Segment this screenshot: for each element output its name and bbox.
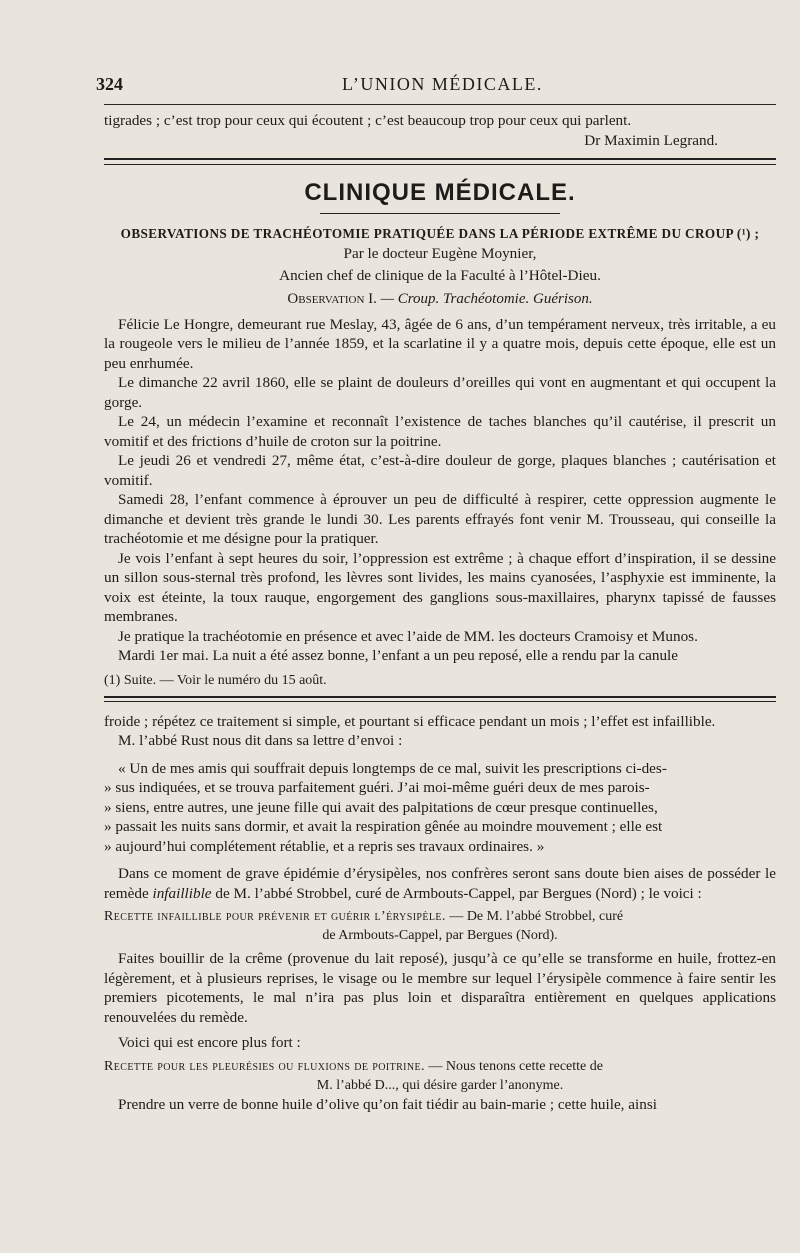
footnote: (1) Suite. — Voir le numéro du 15 août. xyxy=(104,672,327,688)
column-break-rule xyxy=(104,696,776,702)
case-paragraph: Le dimanche 22 avril 1860, elle se plaint de douleurs d’oreilles qui vont en augmentant et qui occupent la gorge. xyxy=(104,374,776,411)
header-rule xyxy=(104,104,776,105)
recipe-subline: de Armbouts-Cappel, par Bergues (Nord). xyxy=(322,928,558,943)
case-paragraph: Le jeudi 26 et vendredi 27, même état, c’est-à-dire douleur de gorge, plaques blanches ; cautérisation et vomitif. xyxy=(104,452,776,489)
case-paragraph: Félicie Le Hongre, demeurant rue Meslay, 43, âgée de 6 ans, d’un tempérament nerveux, très irritable, a eu la rougeole vers le milieu de l’année 1859, et la scarlatine il y a quatre mois, depuis cette époque, elle est un peu enrhumée. xyxy=(104,315,776,372)
case-paragraph: Samedi 28, l’enfant commence à éprouver un peu de difficulté à respirer, cette oppression augmente le dimanche et devient très grande le lundi 30. Les parents effrayés font venir M. Trousseau, qui conseille la trachéotomie et me désigne pour la pratiquer. xyxy=(104,491,776,547)
page-content xyxy=(96,64,776,1114)
lower-paragraph: froide ; répétez ce traitement si simple, et pourtant si efficace pendant un mois ; l’effet est infaillible. xyxy=(104,712,716,730)
affiliation-line: Ancien chef de clinique de la Faculté à l’Hôtel-Dieu. xyxy=(279,266,601,284)
recipe-subline: M. l’abbé D..., qui désire garder l’anonyme. xyxy=(316,1077,564,1093)
lower-paragraph: Dans ce moment de grave épidémie d’érysipèles, nos confrères seront sans doute bien aises de posséder le remède infaillible de M. l’abbé Strobbel, curé de Armbouts-Cappel, par Bergues (Nord) ; le voici : xyxy=(104,865,776,902)
quote-line: » siens, entre autres, une jeune fille qui avait des palpitations de cœur presque continuelles, xyxy=(104,798,658,816)
recipe-heading: Recette pour les pleurésies ou fluxions de poitrine. — Nous tenons cette recette de M. l’abbé D..., qui désire garder l’anonyme. xyxy=(104,1057,776,1095)
section-title: CLINIQUE MÉDICALE. xyxy=(304,178,576,206)
section-rule xyxy=(104,158,776,165)
italic-word: infaillible xyxy=(152,884,212,902)
quote-line: » sus indiquées, et se trouva parfaitement guéri. J’ai moi-même guéri deux de mes parois- xyxy=(104,779,650,796)
letter-quote xyxy=(104,759,776,857)
case-paragraph: Mardi 1er mai. La nuit a été assez bonne, l’enfant a un peu reposé, elle a rendu par la canule xyxy=(118,647,679,664)
observations-title: OBSERVATIONS DE TRACHÉOTOMIE PRATIQUÉE DANS LA PÉRIODE EXTRÊME DU CROUP (¹) ; xyxy=(120,225,760,241)
recipe-label: Recette pour les pleurésies ou fluxions de poitrine. xyxy=(104,1058,425,1074)
lower-paragraph: Prendre un verre de bonne huile d’olive qu’on fait tiédir au bain-marie ; cette huile, ainsi xyxy=(118,1095,657,1113)
lower-paragraph: M. l’abbé Rust nous dit dans sa lettre d’envoi : xyxy=(118,732,403,749)
quote-line: » aujourd’hui complétement rétablie, et a repris ses travaux ordinaires. » xyxy=(104,837,545,855)
running-title: L’UNION MÉDICALE. xyxy=(342,74,543,94)
recipe-label: Recette infaillible pour prévenir et guérir l’érysipèle. xyxy=(104,909,446,924)
author-line: Par le docteur Eugène Moynier, xyxy=(343,244,537,262)
observation-heading xyxy=(104,287,776,311)
quote-line: » passait les nuits sans dormir, et avait la respiration gênée au moindre mouvement ; elle est xyxy=(104,818,663,835)
top-paragraph: tigrades ; c’est trop pour ceux qui écoutent ; c’est beaucoup trop pour ceux qui parlent. xyxy=(104,112,632,129)
page-number: 324 xyxy=(96,74,123,94)
case-paragraph: Je pratique la trachéotomie en présence et avec l’aide de MM. les docteurs Cramoisy et Munos. xyxy=(118,627,698,645)
running-header xyxy=(96,64,776,98)
title-underline xyxy=(320,213,560,214)
lower-paragraph: Faites bouillir de la crême (provenue du lait reposé), jusqu’à ce qu’elle se transforme en huile, frottez-en légèrement, et à plusieurs reprises, le visage ou le membre sur lequel l’érysipèle commence à faire sentir les premiers picotements, le mal n’ira pas plus loin et disparaîtra entièrement en quelques applications renouvelées du remède. xyxy=(104,950,776,1026)
signature: Dr Maximin Legrand. xyxy=(584,131,718,149)
lower-paragraph: Voici qui est encore plus fort : xyxy=(118,1034,301,1051)
case-paragraph: Je vois l’enfant à sept heures du soir, l’oppression est extrême ; à chaque effort d’inspiration, il se dessine un sillon sous-sternal très profond, les lèvres sont livides, les mains cyanosées, l’asphyxie est imminente, la voix est éteinte, la toux rauque, engorgement des ganglions sous-maxillaires, pharynx tapissé de fausses membranes. xyxy=(104,549,776,625)
quote-line: « Un de mes amis qui souffrait depuis longtemps de ce mal, suivit les prescriptions ci-des- xyxy=(118,759,667,777)
case-paragraph: Le 24, un médecin l’examine et reconnaît l’existence de taches blanches qu’il cautérise, il prescrit un vomitif et des frictions d’huile de croton sur la poitrine. xyxy=(104,413,776,450)
observation-label: Observation I. xyxy=(287,290,377,307)
recipe-heading: Recette infaillible pour prévenir et guérir l’érysipèle. — De M. l’abbé Strobbel, curé de Armbouts-Cappel, par Bergues (Nord). xyxy=(104,907,776,945)
observation-subtitle: — Croup. Trachéotomie. Guérison. xyxy=(380,290,593,307)
